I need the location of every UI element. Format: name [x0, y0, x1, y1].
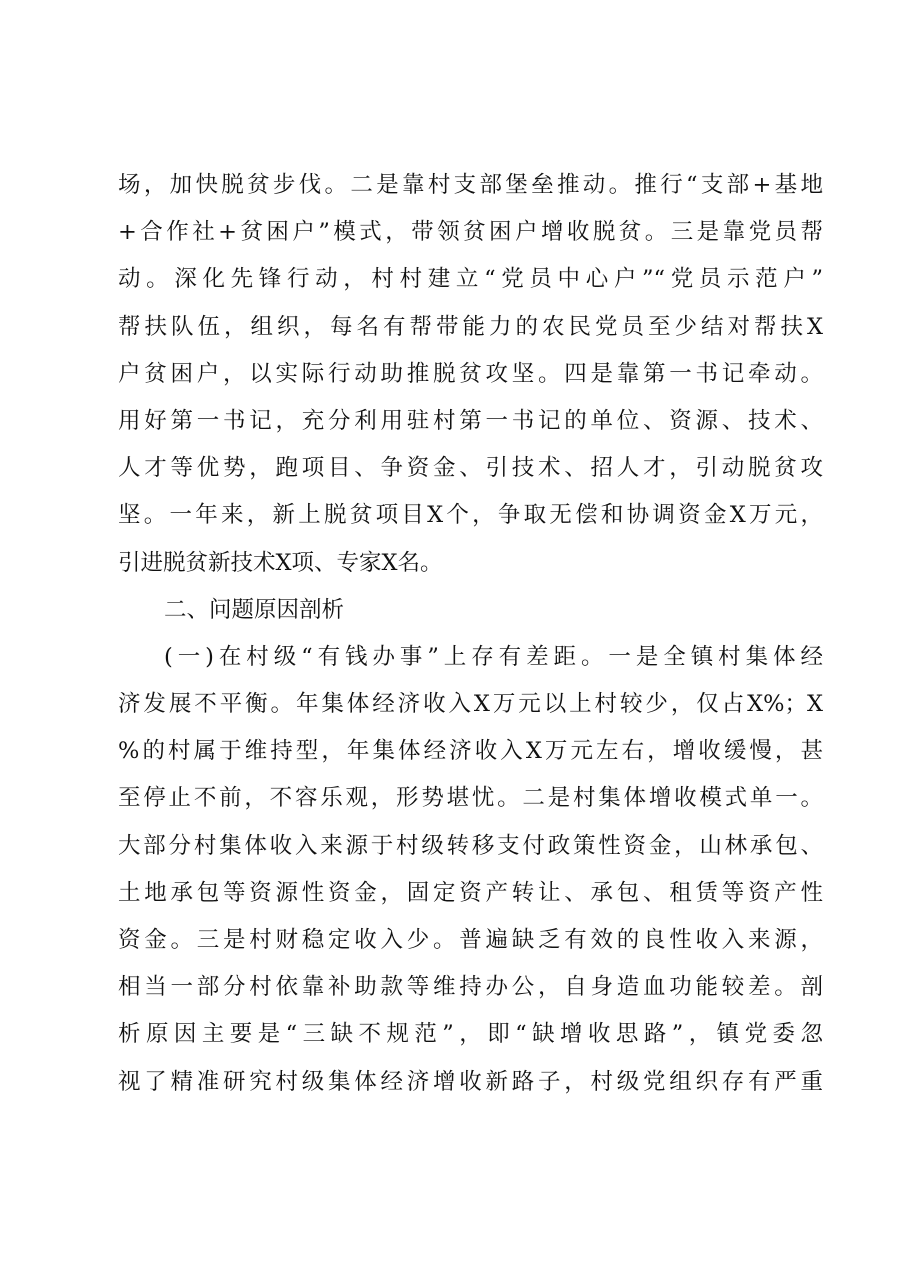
text-line: 相当一部分村依靠补助款等维持办公，自身造血功能较差。剖	[118, 974, 823, 1001]
text-line: (一)在村级“有钱办事”上存有差距。一是全镇村集体经	[164, 643, 823, 670]
text-line: 引进脱贫新技术X项、专家X名。	[118, 549, 443, 576]
text-line: 至停止不前，不容乐观，形势堪忧。二是村集体增收模式单一。	[118, 785, 823, 812]
text-line: 户贫困户，以实际行动助推脱贫攻坚。四是靠第一书记牵动。	[118, 360, 823, 387]
section-heading: 二、问题原因剖析	[164, 596, 345, 623]
text-line: 大部分村集体收入来源于村级转移支付政策性资金，山林承包、	[118, 832, 823, 859]
text-line: 析原因主要是“三缺不规范”，即“缺增收思路”，镇党委忽	[118, 1021, 823, 1048]
text-line: 资金。三是村财稳定收入少。普遍缺乏有效的良性收入来源，	[118, 927, 823, 953]
text-line: 场，加快脱贫步伐。二是靠村支部堡垒推动。推行“支部+基地	[118, 172, 823, 198]
text-line: 用好第一书记，充分利用驻村第一书记的单位、资源、技术、	[118, 407, 823, 434]
text-line: 坚。一年来，新上脱贫项目X个，争取无偿和协调资金X万元，	[118, 502, 823, 529]
text-line: +合作社+贫困户”模式，带领贫困户增收脱贫。三是靠党员帮	[118, 219, 823, 246]
text-line: 土地承包等资源性资金，固定资产转让、承包、租赁等资产性	[118, 879, 823, 906]
document-body-text	[118, 162, 823, 1106]
text-line: 视了精准研究村级集体经济增收新路子，村级党组织存有严重	[118, 1068, 823, 1095]
text-line: 人才等优势，跑项目、争资金、引技术、招人才，引动脱贫攻	[118, 455, 823, 482]
text-line: %的村属于维持型，年集体经济收入X万元左右，增收缓慢，甚	[118, 738, 823, 765]
text-line: 帮扶队伍，组织，每名有帮带能力的农民党员至少结对帮扶X	[118, 313, 823, 340]
text-line: 济发展不平衡。年集体经济收入X万元以上村较少，仅占X%；X	[118, 691, 823, 718]
text-line: 动。深化先锋行动，村村建立“党员中心户”“党员示范户”	[118, 266, 823, 293]
